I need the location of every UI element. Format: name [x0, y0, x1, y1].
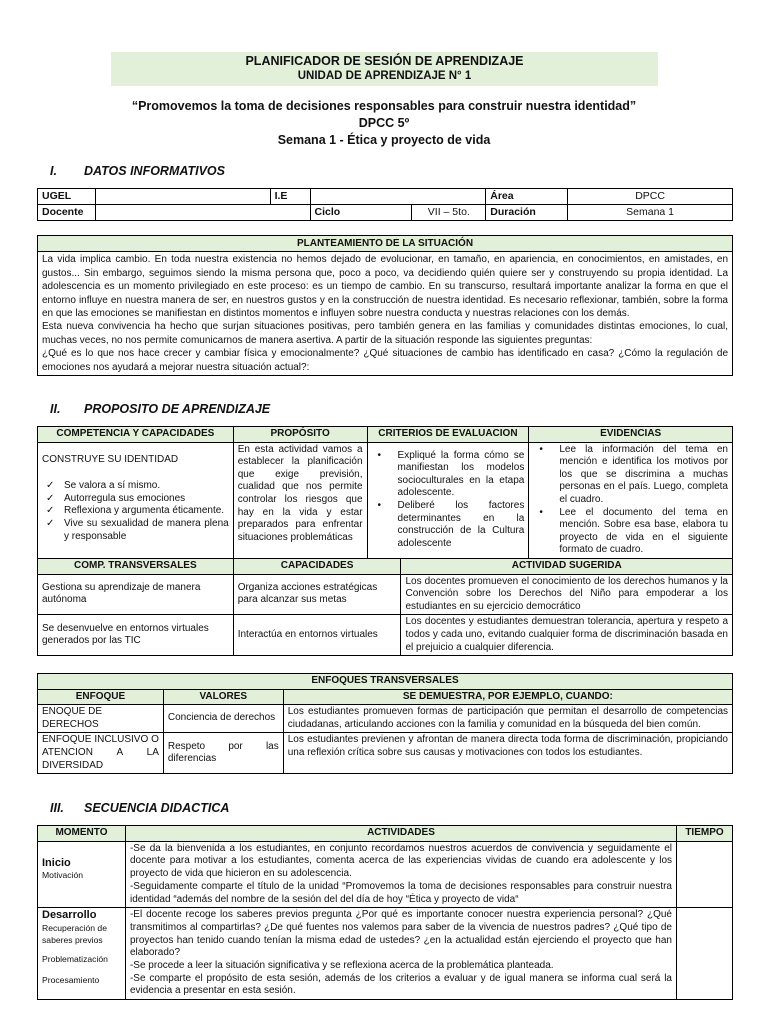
- situation-heading: PLANTEAMIENTO DE LA SITUACIÓN: [38, 236, 733, 252]
- transversal-competence: Gestiona su aprendizaje de manera autónoma: [38, 574, 234, 615]
- docente-value: [95, 205, 310, 221]
- duracion-value: Semana 1: [568, 205, 733, 221]
- header-purpose: PROPÓSITO: [233, 427, 367, 443]
- header-competence: COMPETENCIA Y CAPACIDADES: [38, 427, 234, 443]
- approach-value: Respeto por las diferencias: [163, 733, 283, 774]
- check-icon: ✓: [46, 492, 55, 504]
- time-cell: [677, 908, 733, 1000]
- suggested-activity: Los docentes promueven el conocimiento de los derechos humanos y la Convención sobre los Derechos del Niño para empoderar a los estudiantes en su ejercicio democrático: [401, 574, 733, 615]
- header-approach: ENFOQUE: [38, 689, 164, 705]
- bullet-icon: •: [377, 449, 382, 461]
- header-box: [111, 52, 658, 86]
- bullet-icon: •: [539, 443, 543, 455]
- header-activities: ACTIVIDADES: [125, 826, 676, 842]
- moment-name: Desarrollo: [42, 909, 97, 922]
- activities-cell: [125, 841, 676, 908]
- duracion-label: Duración: [486, 205, 568, 221]
- header-criteria: CRITERIOS DE EVALUACION: [367, 427, 529, 443]
- situation-text: [38, 252, 733, 376]
- activity-text: -Se comparte el propósito de esta sesión, además de los criterios a evaluar y de igual manera se informa cual será la evidencia a presentar en esta sesión.: [129, 972, 672, 997]
- check-icon: ✓: [46, 517, 55, 529]
- section-number: II.: [50, 402, 61, 416]
- section-number: III.: [50, 801, 64, 815]
- activities-cell: [125, 908, 676, 1000]
- ie-label: I.E: [270, 189, 310, 205]
- capacities-list: [42, 480, 229, 543]
- transversal-capacity: Interactúa en entornos virtuales: [233, 615, 401, 656]
- purpose-text: En esta actividad vamos a establecer la planificación que exige previsión, cualidad que nos permite controlar los riesgos que hay en la vida y estar preparados para enfrentar situaciones problemáticas: [233, 442, 367, 558]
- competence-name: CONSTRUYE SU IDENTIDAD: [42, 453, 179, 465]
- bullet-icon: •: [377, 499, 382, 511]
- approach-value: Conciencia de derechos: [163, 705, 283, 733]
- transversal-competence: Se desenvuelve en entornos virtuales generados por las TIC: [38, 615, 234, 656]
- sequence-table: [37, 825, 733, 1000]
- docente-label: Docente: [38, 205, 96, 221]
- moment-sub: Procesamiento: [42, 974, 100, 985]
- criteria-list: [372, 450, 525, 551]
- section-heading-2: [50, 402, 270, 416]
- approaches-table: [37, 673, 733, 774]
- header-approaches: ENFOQUES TRANSVERSALES: [38, 674, 733, 690]
- info-table: [37, 188, 733, 221]
- activity-text: -Seguidamente comparte el título de la unidad “Promovemos la toma de decisiones responsables para construir nuestra identidad “además del nombre de la sesión del del día de hoy “Ética y proyecto de vida“: [129, 880, 672, 905]
- capacity-item: ✓ Reflexiona y argumenta éticamente.: [46, 505, 225, 517]
- check-icon: ✓: [46, 480, 55, 492]
- evidence-list: [533, 444, 728, 557]
- approach-demonstration: Los estudiantes previenen y afrontan de manera directa toda forma de discriminación, propiciando una reflexión crítica sobre sus causas y motivaciones con todos los estudiantes.: [283, 733, 732, 774]
- session-quote: “Promovemos la toma de decisiones responsables para construir nuestra identidad”: [131, 99, 637, 113]
- bullet-icon: •: [539, 506, 543, 518]
- ie-value: [310, 189, 486, 205]
- capacity-item: ✓ Vive su sexualidad de manera plena y responsable: [46, 517, 229, 542]
- header-moment: MOMENTO: [38, 826, 126, 842]
- course-label: DPCC 5º: [358, 116, 410, 130]
- activity-text: -Se da la bienvenida a los estudiantes, en conjunto recordamos nuestros acuerdos de convivencia y seguidamente el docente para motivar a los estudiantes, comenta acerca de las experiencias vividas de cuando era adolescente y los proyecto de vida que hicieron en su adolescencia.: [129, 842, 672, 880]
- session-titles: [0, 98, 768, 149]
- activity-text: -El docente recoge los saberes previos pregunta ¿Por qué es importante conocer nuestra experiencia personal? ¿Qué transmitimos al compartirlas? ¿De qué fuentes nos valemos para saber de la vivencia de nuestros padres? ¿Qué tipo de proyectos han tenido cuando tenían la misma edad de ustedes? ¿en la actualidad están ejerciendo el proyecto que han elaborado?: [129, 909, 672, 959]
- header-capacities: CAPACIDADES: [233, 558, 401, 574]
- capacity-item: ✓ Se valora a sí mismo.: [46, 480, 161, 492]
- ugel-value: [95, 189, 270, 205]
- ugel-label: UGEL: [38, 189, 96, 205]
- situation-paragraph-2: Esta nueva convivencia ha hecho que surjan situaciones positivas, pero también genera en las familias y comunidades distintas emociones, lo cual, muchas veces, no nos permite comunicarnos de manera asertiva. A partir de la situación responde las siguientes preguntas:: [42, 321, 728, 346]
- check-icon: ✓: [46, 505, 55, 517]
- header-evidence: EVIDENCIAS: [529, 427, 733, 443]
- section-title: PROPOSITO DE APRENDIZAJE: [84, 402, 271, 416]
- criteria-cell: [367, 442, 529, 558]
- section-title: DATOS INFORMATIVOS: [84, 164, 225, 178]
- moment-sub: Motivación: [42, 870, 84, 881]
- moment-sub: Recuperación de saberes previos: [42, 922, 107, 945]
- activity-text: -Se procede a leer la situación significativa y se reflexiona acerca de la problemática planteada.: [129, 960, 554, 972]
- section-title: SECUENCIA DIDACTICA: [84, 801, 230, 815]
- criteria-item: • Expliqué la forma cómo se manifiestan los modelos socioculturales en la etapa adolescente.: [377, 449, 525, 499]
- situation-paragraph-1: La vida implica cambio. En toda nuestra existencia no hemos dejado de evolucionar, en tamaño, en apariencia, en conocimientos, en amistades, en gustos... Sin embargo, seguimos siendo la misma persona que, poco a poco, va decidiendo quién quiere ser y construyendo su propia identidad. La adolescencia es un momento privilegiado en este proceso: es un tiempo de cambio. En su transcurso, resultará importante analizar la forma en que el entorno influye en nuestra manera de ser, en nuestros gustos y en la construcción de nuestra identidad. Es necesario reflexionar, también, sobre la forma en que las emociones se manifiestan en distintos momentos e influyen sobre nuestra conducta y nuestras relaciones con los demás.: [42, 254, 728, 320]
- transversal-capacity: Organiza acciones estratégicas para alcanzar sus metas: [233, 574, 401, 615]
- criteria-item: • Deliberé los factores determinantes en la construcción de la Cultura adolescente: [377, 499, 525, 549]
- ciclo-label: Ciclo: [310, 205, 412, 221]
- moment-sub: Problematización: [42, 953, 108, 964]
- unit-title: UNIDAD DE APRENDIZAJE N° 1: [297, 70, 472, 82]
- suggested-activity: Los docentes y estudiantes demuestran tolerancia, apertura y respeto a todos y cada uno, evitando cualquier forma de discriminación basada en el prejuicio a cualquier diferencia.: [401, 615, 733, 656]
- competence-cell: [38, 442, 234, 558]
- section-number: I.: [50, 164, 57, 178]
- situation-paragraph-3: ¿Qué es lo que nos hace crecer y cambiar física y emocionalmente? ¿Qué situaciones de cambio has identificado en casa? ¿Cómo la regulación de emociones nos ayudará a mejorar nuestra situación actual?:: [42, 348, 728, 373]
- area-value: DPCC: [568, 189, 733, 205]
- section-heading-3: [50, 801, 229, 815]
- header-time: TIEMPO: [677, 826, 733, 842]
- approach-demonstration: Los estudiantes promueven formas de participación que permitan el desarrollo de competencias ciudadanas, articulando acciones con la familia y comunidad en la búsqueda del bien común.: [283, 705, 732, 733]
- situation-table: [37, 235, 733, 376]
- approach-name: ENFOQUE INCLUSIVO O ATENCION A LA DIVERSIDAD: [38, 733, 164, 774]
- header-transversal: COMP. TRANSVERSALES: [38, 558, 234, 574]
- header-values: VALORES: [163, 689, 283, 705]
- ciclo-value: VII – 5to.: [412, 205, 486, 221]
- evidence-cell: [529, 442, 733, 558]
- area-label: Área: [486, 189, 568, 205]
- section-heading-1: [50, 164, 225, 178]
- planner-title: PLANIFICADOR DE SESIÓN DE APRENDIZAJE: [245, 54, 524, 68]
- moment-cell: [38, 908, 126, 1000]
- moment-cell: [38, 841, 126, 908]
- approach-name: ENOQUE DE DERECHOS: [38, 705, 164, 733]
- evidence-item: • Lee el documento del tema en mención. Sobre esa base, elabora tu proyecto de vida en el siguiente formato de cuadro.: [539, 506, 728, 556]
- header-activity: ACTIVIDAD SUGERIDA: [401, 558, 733, 574]
- moment-name: Inicio: [42, 856, 71, 869]
- week-label: Semana 1 - Ética y proyecto de vida: [277, 133, 491, 147]
- purpose-table: [37, 426, 733, 656]
- capacity-item: ✓ Autorregula sus emociones: [46, 492, 186, 504]
- evidence-item: • Lee la información del tema en mención e identifica los motivos por los que se discrimina a muchas personas en el país. Luego, completa el cuadro.: [539, 443, 728, 505]
- header-demonstrates: SE DEMUESTRA, POR EJEMPLO, CUANDO:: [283, 689, 732, 705]
- time-cell: [677, 841, 733, 908]
